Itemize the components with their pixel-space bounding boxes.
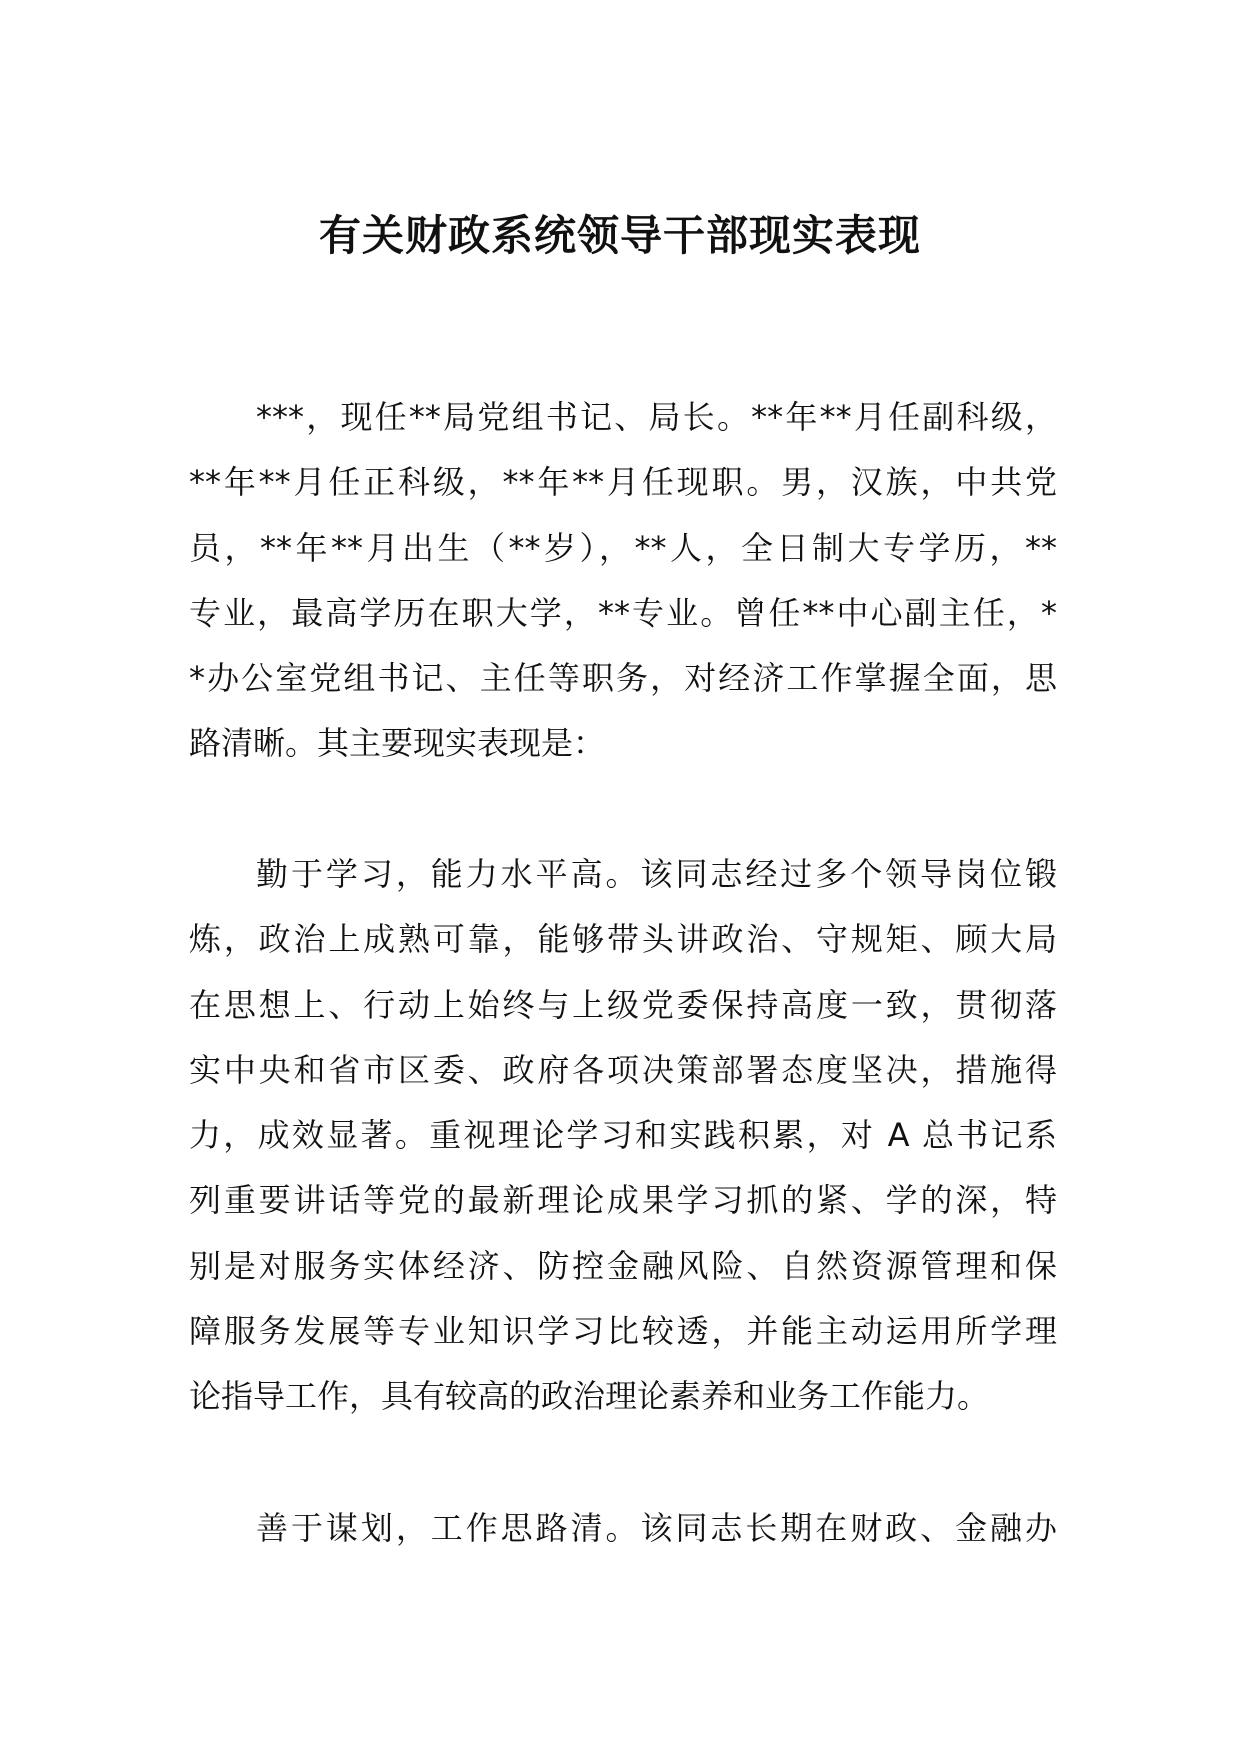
paragraph-study (189, 842, 1057, 1430)
text-line: 员，**年**月出生（**岁），**人，全日制大专学历，** (189, 528, 1057, 567)
text-line: 列重要讲话等党的最新理论成果学习抓的紧、学的深，特 (189, 1181, 1057, 1220)
text-line: 在思想上、行动上始终与上级党委保持高度一致，贯彻落 (189, 985, 1057, 1024)
text-line: 别是对服务实体经济、防控金融风险、自然资源管理和保 (189, 1246, 1057, 1285)
text-line: *办公室党组书记、主任等职务，对经济工作掌握全面，思 (189, 659, 1057, 698)
text-line: 论指导工作，具有较高的政治理论素养和业务工作能力。 (189, 1377, 990, 1416)
text-line: 路清晰。其主要现实表现是： (189, 724, 606, 763)
paragraph-profile (189, 385, 1057, 777)
text-line: **年**月任正科级，**年**月任现职。男，汉族，中共党 (189, 463, 1057, 502)
text-line: 专业，最高学历在职大学，**专业。曾任**中心副主任，* (189, 593, 1057, 632)
document-title: 有关财政系统领导干部现实表现 (318, 211, 921, 260)
text-line: ***，现任**局党组书记、局长。**年**月任副科级， (256, 398, 1057, 436)
text-line: 障服务发展等专业知识学习比较透，并能主动运用所学理 (189, 1312, 1057, 1351)
text-line: 勤于学习，能力水平高。该同志经过多个领导岗位锻 (256, 855, 1057, 893)
paragraph-planning (189, 1496, 1057, 1561)
text-line: 力，成效显著。重视理论学习和实践积累，对 A 总书记系 (189, 1116, 1057, 1155)
text-line: 善于谋划，工作思路清。该同志长期在财政、金融办 (256, 1509, 1057, 1547)
text-line: 炼，政治上成熟可靠，能够带头讲政治、守规矩、顾大局 (189, 920, 1057, 959)
text-line: 实中央和省市区委、政府各项决策部署态度坚决，措施得 (189, 1050, 1057, 1089)
